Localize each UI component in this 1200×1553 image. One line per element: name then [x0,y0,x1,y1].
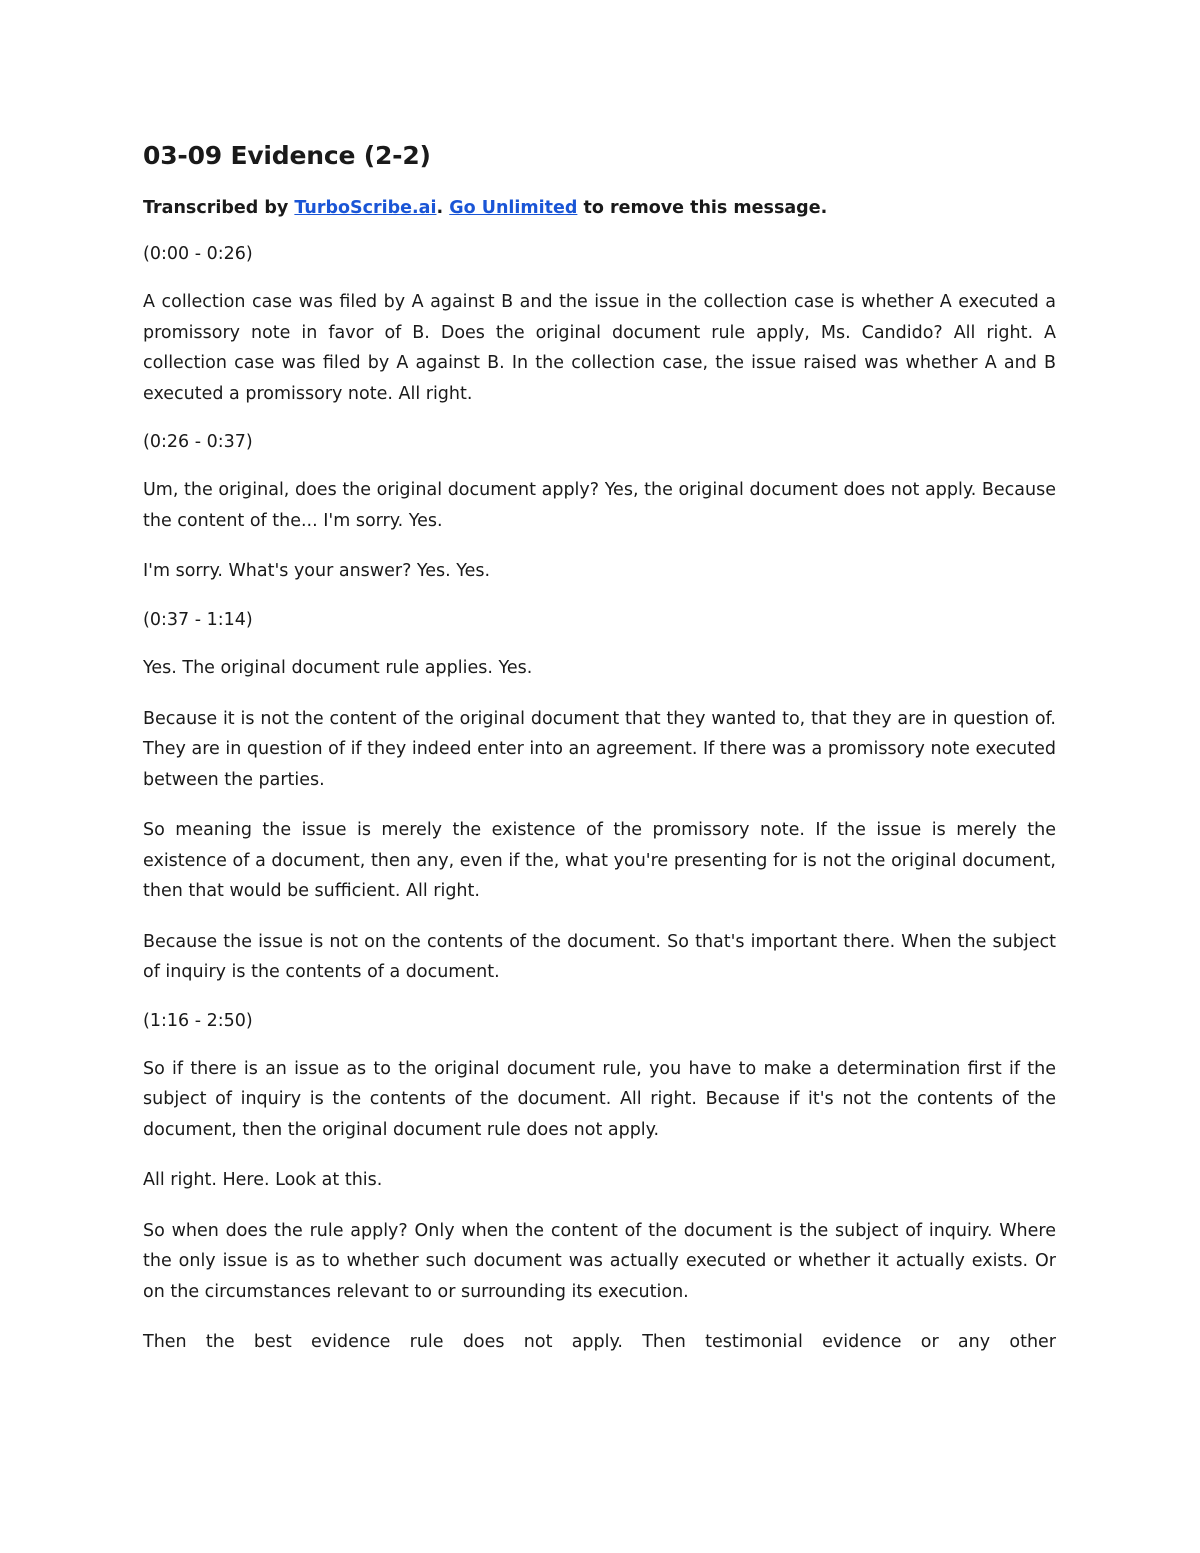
transcript-paragraph: Because the issue is not on the contents of the document. So that's important there. When the subject of inquiry is the contents of a document. [143,931,1056,982]
transcript-paragraph: So meaning the issue is merely the existence of the promissory note. If the issue is merely the existence of a document, then any, even if the, what you're presenting for is not the original document, then that would be sufficient. All right. [143,820,1056,901]
go-unlimited-link[interactable]: Go Unlimited [449,197,578,218]
transcript-paragraph: Yes. The original document rule applies. Yes. [143,658,533,678]
transcript-paragraph: All right. Here. Look at this. [143,1170,383,1191]
timestamp: (0:26 - 0:37) [143,432,253,452]
timestamp: (0:00 - 0:26) [143,243,253,264]
transcription-banner [143,195,1056,221]
transcript-paragraph: Um, the original, does the original document apply? Yes, the original document does not apply. Because the content of the... I'm sorry. Yes. [143,480,1056,531]
banner-prefix: Transcribed by [143,197,289,218]
transcript-paragraph: Then the best evidence rule does not apply. Then testimonial evidence or any other [143,1332,1056,1353]
transcript-paragraph: A collection case was filed by A against B and the issue in the collection case is whether A executed a promissory note in favor of B. Does the original document rule apply, Ms. Candido? All right. A collection case was filed by A against B. In the collection case, the issue raised was whether A and B executed a promissory note. All right. [143,292,1056,404]
transcript-paragraph: So when does the rule apply? Only when the content of the document is the subject of inquiry. Where the only issue is as to whether such document was actually executed or whether it actually exists. Or on the circumstances relevant to or surrounding its execution. [143,1220,1056,1302]
transcript-paragraph: Because it is not the content of the original document that they wanted to, that they are in question of. They are in question of if they indeed enter into an agreement. If there was a promissory note executed between the parties. [143,708,1056,790]
banner-separator: . [436,197,444,218]
transcript-paragraph: I'm sorry. What's your answer? Yes. Yes. [143,561,491,582]
timestamp: (1:16 - 2:50) [143,1010,253,1031]
transcript-paragraph: So if there is an issue as to the original document rule, you have to make a determination first if the subject of inquiry is the contents of the document. All right. Because if it's not the contents of the document, then the original document rule does not apply. [143,1058,1056,1140]
turboscribe-link[interactable]: TurboScribe.ai [294,197,437,218]
transcript-body [143,241,1056,1358]
document-page [143,140,1056,1378]
timestamp: (0:37 - 1:14) [143,609,253,630]
document-title: 03-09 Evidence (2-2) [143,141,431,170]
banner-suffix: to remove this message. [583,197,828,218]
